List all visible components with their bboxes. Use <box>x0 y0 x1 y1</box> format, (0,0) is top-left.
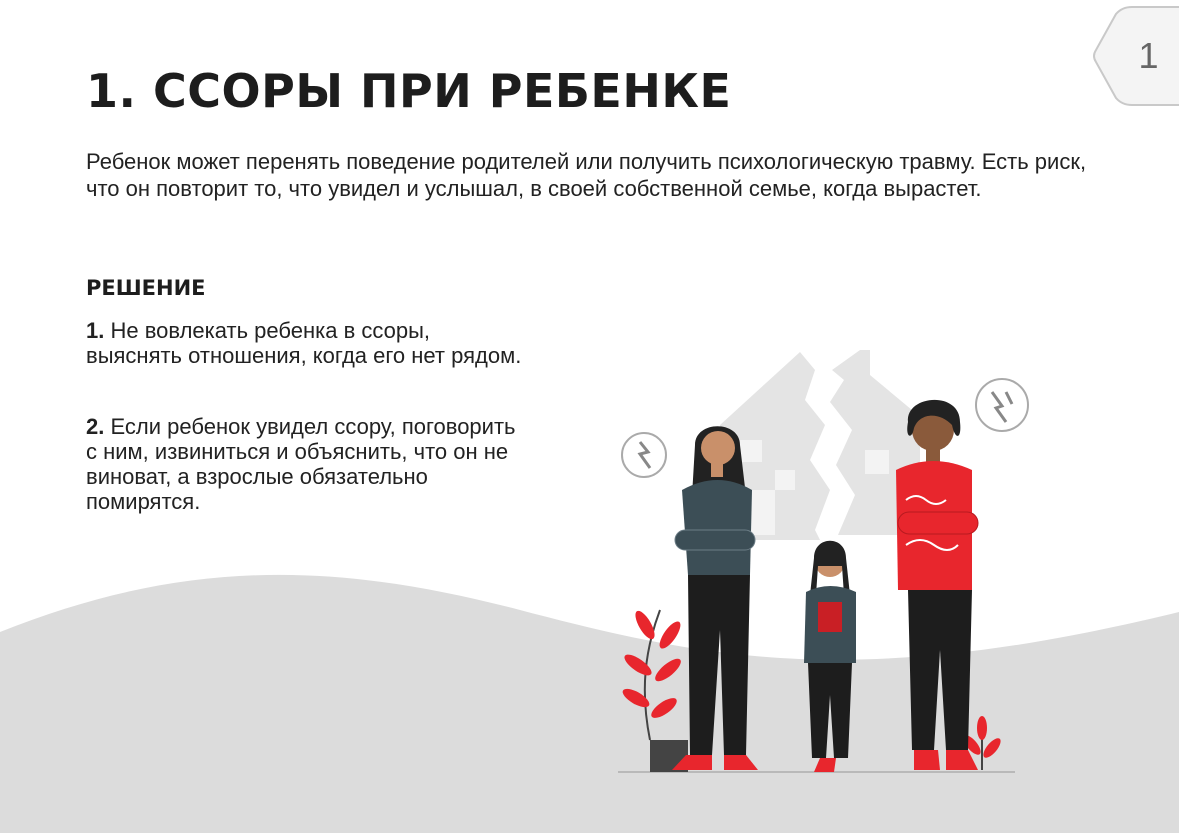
page-number: 1 <box>1138 35 1159 76</box>
page-number-badge <box>1092 6 1179 106</box>
solution-heading: РЕШЕНИЕ <box>86 276 206 300</box>
solution-item-number: 1. <box>86 318 105 343</box>
speech-bubble-icon <box>622 379 1028 477</box>
solution-item <box>86 414 526 514</box>
plant-icon <box>620 608 688 772</box>
child-figure <box>804 541 856 772</box>
intro-paragraph: Ребенок может перенять поведение родителей или получить психологическую травму. Есть риск, что он повторит то, что увидел и услышал, в своей собственной семье, когда вырастет. <box>86 149 1087 201</box>
page-title: 1. ССОРЫ ПРИ РЕБЕНКЕ <box>86 64 732 118</box>
solution-item-text: Не вовлекать ребенка в ссоры, выяснять отношения, когда его нет рядом. <box>86 318 522 368</box>
solution-item-text: Если ребенок увидел ссору, поговорить с ним, извиниться и объяснить, что он не виноват, а взрослые обязательно помирятся. <box>86 414 516 514</box>
solution-item <box>86 318 526 368</box>
solution-item-number: 2. <box>86 414 105 439</box>
family-quarrel-illustration <box>600 330 1060 780</box>
